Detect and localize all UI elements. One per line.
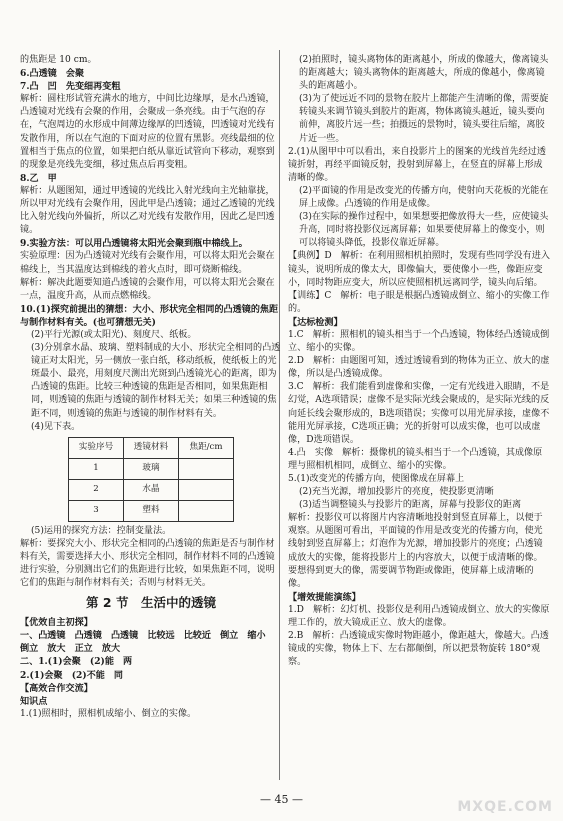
left-column-block-1b	[20, 525, 282, 590]
text-paragraph: (3)分别拿水晶、玻璃、塑料制成的大小、形状完全相同的凸透镜正对太阳光，另一侧放一张白纸，移动纸板，使纸板上的光斑最小、最亮，用刻度尺测出光斑到凸透镜光心的距离，即为凸透镜的焦距。比较三种透镜的焦距是否相同，如果焦距相同，则透镜的焦距与透镜的制作材料无关；如果三种透镜的焦距不同，则透镜的焦距与透镜的制作材料有关。	[31, 343, 281, 419]
text-paragraph: 【高效合作交流】	[20, 682, 93, 694]
right-column-block	[288, 54, 550, 669]
table-row	[69, 479, 234, 500]
table-cell: 3	[69, 500, 124, 521]
text-paragraph: 的焦距是 10 cm。	[20, 55, 97, 65]
text-paragraph: 2.(1)从图甲中可以看出，来自投影片上的图案的光线首先经过透镜折射，再经平面镜反射，投射到屏幕上，在竖直的屏幕上形成清晰的像。	[288, 146, 546, 183]
text-paragraph: 3.C 解析：我们能看到虚像和实像，一定有光线进入眼睛，不是幻觉，A选项错误；虚像不是实际光线会聚成的，是实际光线的反向延长线会聚形成的，B选项错误；实像可以用光屏承接，虚像不能用光屏承接，C选项正确；光的折射可以成实像，也可以成虚像，D选项错误。	[288, 382, 550, 445]
text-paragraph: (2)拍照时，镜头离物体的距离越小，所成的像越大，像离镜头的距离越大；镜头离物体的距离越大，所成的像越小，像离镜头的距离越小。	[299, 55, 549, 92]
text-paragraph: 【增效提能演练】	[288, 591, 361, 603]
text-paragraph: 解析：从题图知，通过甲透镜的光线比入射光线向主光轴靠拢，所以甲对光线有会聚作用，因此甲是凸透镜；通过乙透镜的光线比入射光线向外偏折，所以乙对光线有发散作用，因此乙是凹透镜。	[20, 185, 275, 236]
text-paragraph: 2.(1)会聚 (2)不能 同	[20, 669, 124, 681]
table-cell: 1	[69, 458, 124, 479]
table-header-cell: 焦距/cm	[179, 437, 234, 458]
table-header-cell: 实验序号	[69, 437, 124, 458]
table-cell: 塑料	[124, 500, 179, 521]
text-paragraph: 1.D 解析：幻灯机、投影仪是利用凸透镜成倒立、放大的实像原理工作的，放大镜成正立、放大的虚像。	[288, 604, 550, 629]
text-paragraph: 一、凸透镜 凸透镜 凸透镜 比较远 比较近 倒立 缩小 倒立 放大 正立 放大	[20, 630, 275, 655]
text-paragraph: 1.(1)照相时，照相机成缩小、倒立的实像。	[20, 708, 197, 719]
left-column-block-2	[20, 616, 282, 721]
text-paragraph: 10.(1)探究前提出的猜想：大小、形状完全相同的凸透镜的焦距与制作材料有关。(也可猜想无关)	[20, 303, 279, 328]
text-paragraph: 【达标检测】	[288, 316, 343, 328]
section-title: 第 2 节 生活中的透镜	[86, 595, 216, 611]
text-paragraph: 解析：要探究大小、形状完全相同的凸透镜的焦距是否与制作材料有关，需要选择大小、形状完全相同，制作材料不同的凸透镜进行实验，分别测出它们的焦距进行比较，如果焦距不同，说明它们的焦距与制作材料有关；否则与材料无关。	[20, 538, 275, 589]
right-column	[288, 54, 550, 669]
text-paragraph: 实验原理：因为凸透镜对光线有会聚作用，可以将太阳光会聚在棉线上，当其温度达到棉线的着火点时，即可烧断棉线。	[20, 251, 275, 275]
text-paragraph: (2)充当光源，增加投影片的亮度，使投影更清晰	[299, 487, 494, 498]
table-cell: 2	[69, 479, 124, 500]
table-header-row	[69, 437, 234, 458]
text-paragraph: (2)平行光源(或太阳光)、刻度尺、纸板。	[31, 329, 197, 340]
left-column-block-1	[20, 54, 282, 434]
text-paragraph: 二、1.(1)会聚 (2)能 两	[20, 656, 133, 668]
text-paragraph: 【典例】D 解析：在利用照相机拍照时，发现有些同学没有进入镜头，说明所成的像太大，即像偏大，要使像小一些，像距应变小，同时物距应变大，所以应使照相机远离同学，镜头向后缩。	[288, 251, 550, 288]
text-paragraph: 2.B 解析：凸透镜成实像时物距越小，像距越大，像越大。凸透镜成的实像，物体上下、左右都颠倒，所以把景物旋转 180°观察。	[288, 631, 549, 668]
text-paragraph: 6.凸透镜 会聚	[20, 68, 85, 80]
page-number: — 45 —	[260, 793, 303, 806]
text-paragraph: (2)平面镜的作用是改变光的传播方向，使射向天花板的光能在屏上成像。凸透镜的作用是成像。	[299, 185, 549, 210]
text-paragraph: (5)运用的探究方法：控制变量法。	[31, 525, 172, 536]
table-cell: 玻璃	[124, 458, 179, 479]
text-paragraph: 4.凸 实像 解析：摄像机的镜头相当于一个凸透镜，其成像原理与照相机相同，成倒立、缩小的实像。	[288, 447, 543, 471]
table-row	[69, 458, 234, 479]
text-paragraph: 5.(1)改变光的传播方向，使图像成在屏幕上	[288, 474, 465, 484]
experiment-table	[68, 437, 234, 522]
text-paragraph: (4)见下表。	[31, 421, 81, 432]
text-paragraph: 9.实验方法：可以用凸透镜将太阳光会聚到瓶中棉线上。	[20, 238, 248, 250]
text-paragraph: 8.乙 甲	[20, 172, 57, 184]
text-paragraph: (3)适当调整镜头与投影片的距离，屏幕与投影仪的距离	[299, 500, 522, 511]
text-paragraph: (3)为了使远近不同的景物在胶片上都能产生清晰的像，需要旋转镜头来调节镜头到胶片的距离，物体离镜头越近，镜头要向前伸，离胶片远一些；拍摄远的景物时，镜头要往后缩，离胶片近一些。	[299, 94, 549, 144]
table-cell: 水晶	[124, 479, 179, 500]
text-paragraph: 【优效自主初探】	[20, 617, 93, 629]
table-header-cell: 透镜材料	[124, 437, 179, 458]
table-row	[69, 500, 234, 521]
left-column	[20, 54, 282, 721]
text-paragraph: 解析：圆柱形试管充满水的地方，中间比边缘厚，是水凸透镜，凸透镜对光线有会聚的作用，会聚成一条亮线。由于气泡的存在，气泡周边的水形成中间薄边缘厚的凹透镜，凹透镜对光线有发散作用，所以在气泡的下面对应的位置有黑影。亮线最细的位置相当于焦点的位置，如果把白纸从靠近试管向下移动，观察到的现象是亮线先变细，移过焦点后再变粗。	[20, 94, 275, 170]
text-paragraph: 知识点	[20, 695, 48, 707]
watermark-logo: MXQE.COM	[457, 799, 553, 815]
text-paragraph: 解析：投影仪可以将图片内容清晰地投射到竖直屏幕上，以便于观察。从题图可看出，平面镜的作用是改变光的传播方向，使光线射到竖直屏幕上；灯泡作为光源，增加投影片的亮度；凸透镜成放大的实像，能将投影片上的内容放大，以便于成清晰的像。要想得到更大的像，需要调节物距或像距，使屏幕上成清晰的像。	[288, 513, 543, 589]
table-cell	[179, 500, 234, 521]
text-paragraph: 解析：解决此题要知道凸透镜的会聚作用，可以将太阳光会聚在一点，温度升高，从而点燃棉线。	[20, 277, 275, 301]
text-paragraph: (3)在实际的操作过程中，如果想要把像放得大一些，应使镜头升高，同时将投影仪远离屏幕；如果要使屏幕上的像变小，则可以将镜头降低，投影仪靠近屏幕。	[299, 212, 549, 249]
text-paragraph: 2.D 解析：由题图可知，透过透镜看到的物体为正立、放大的虚像，所以是凸透镜成像。	[288, 356, 550, 380]
text-paragraph: 【训练】C 解析：电子眼是根据凸透镜成倒立、缩小的实像工作的。	[288, 290, 550, 314]
text-paragraph: 7.凸 凹 先变细再变粗	[20, 81, 121, 93]
table-cell	[179, 479, 234, 500]
table-cell	[179, 458, 234, 479]
text-paragraph: 1.C 解析：照相机的镜头相当于一个凸透镜，物体经凸透镜成倒立、缩小的实像。	[288, 329, 550, 354]
table-body	[69, 458, 234, 521]
